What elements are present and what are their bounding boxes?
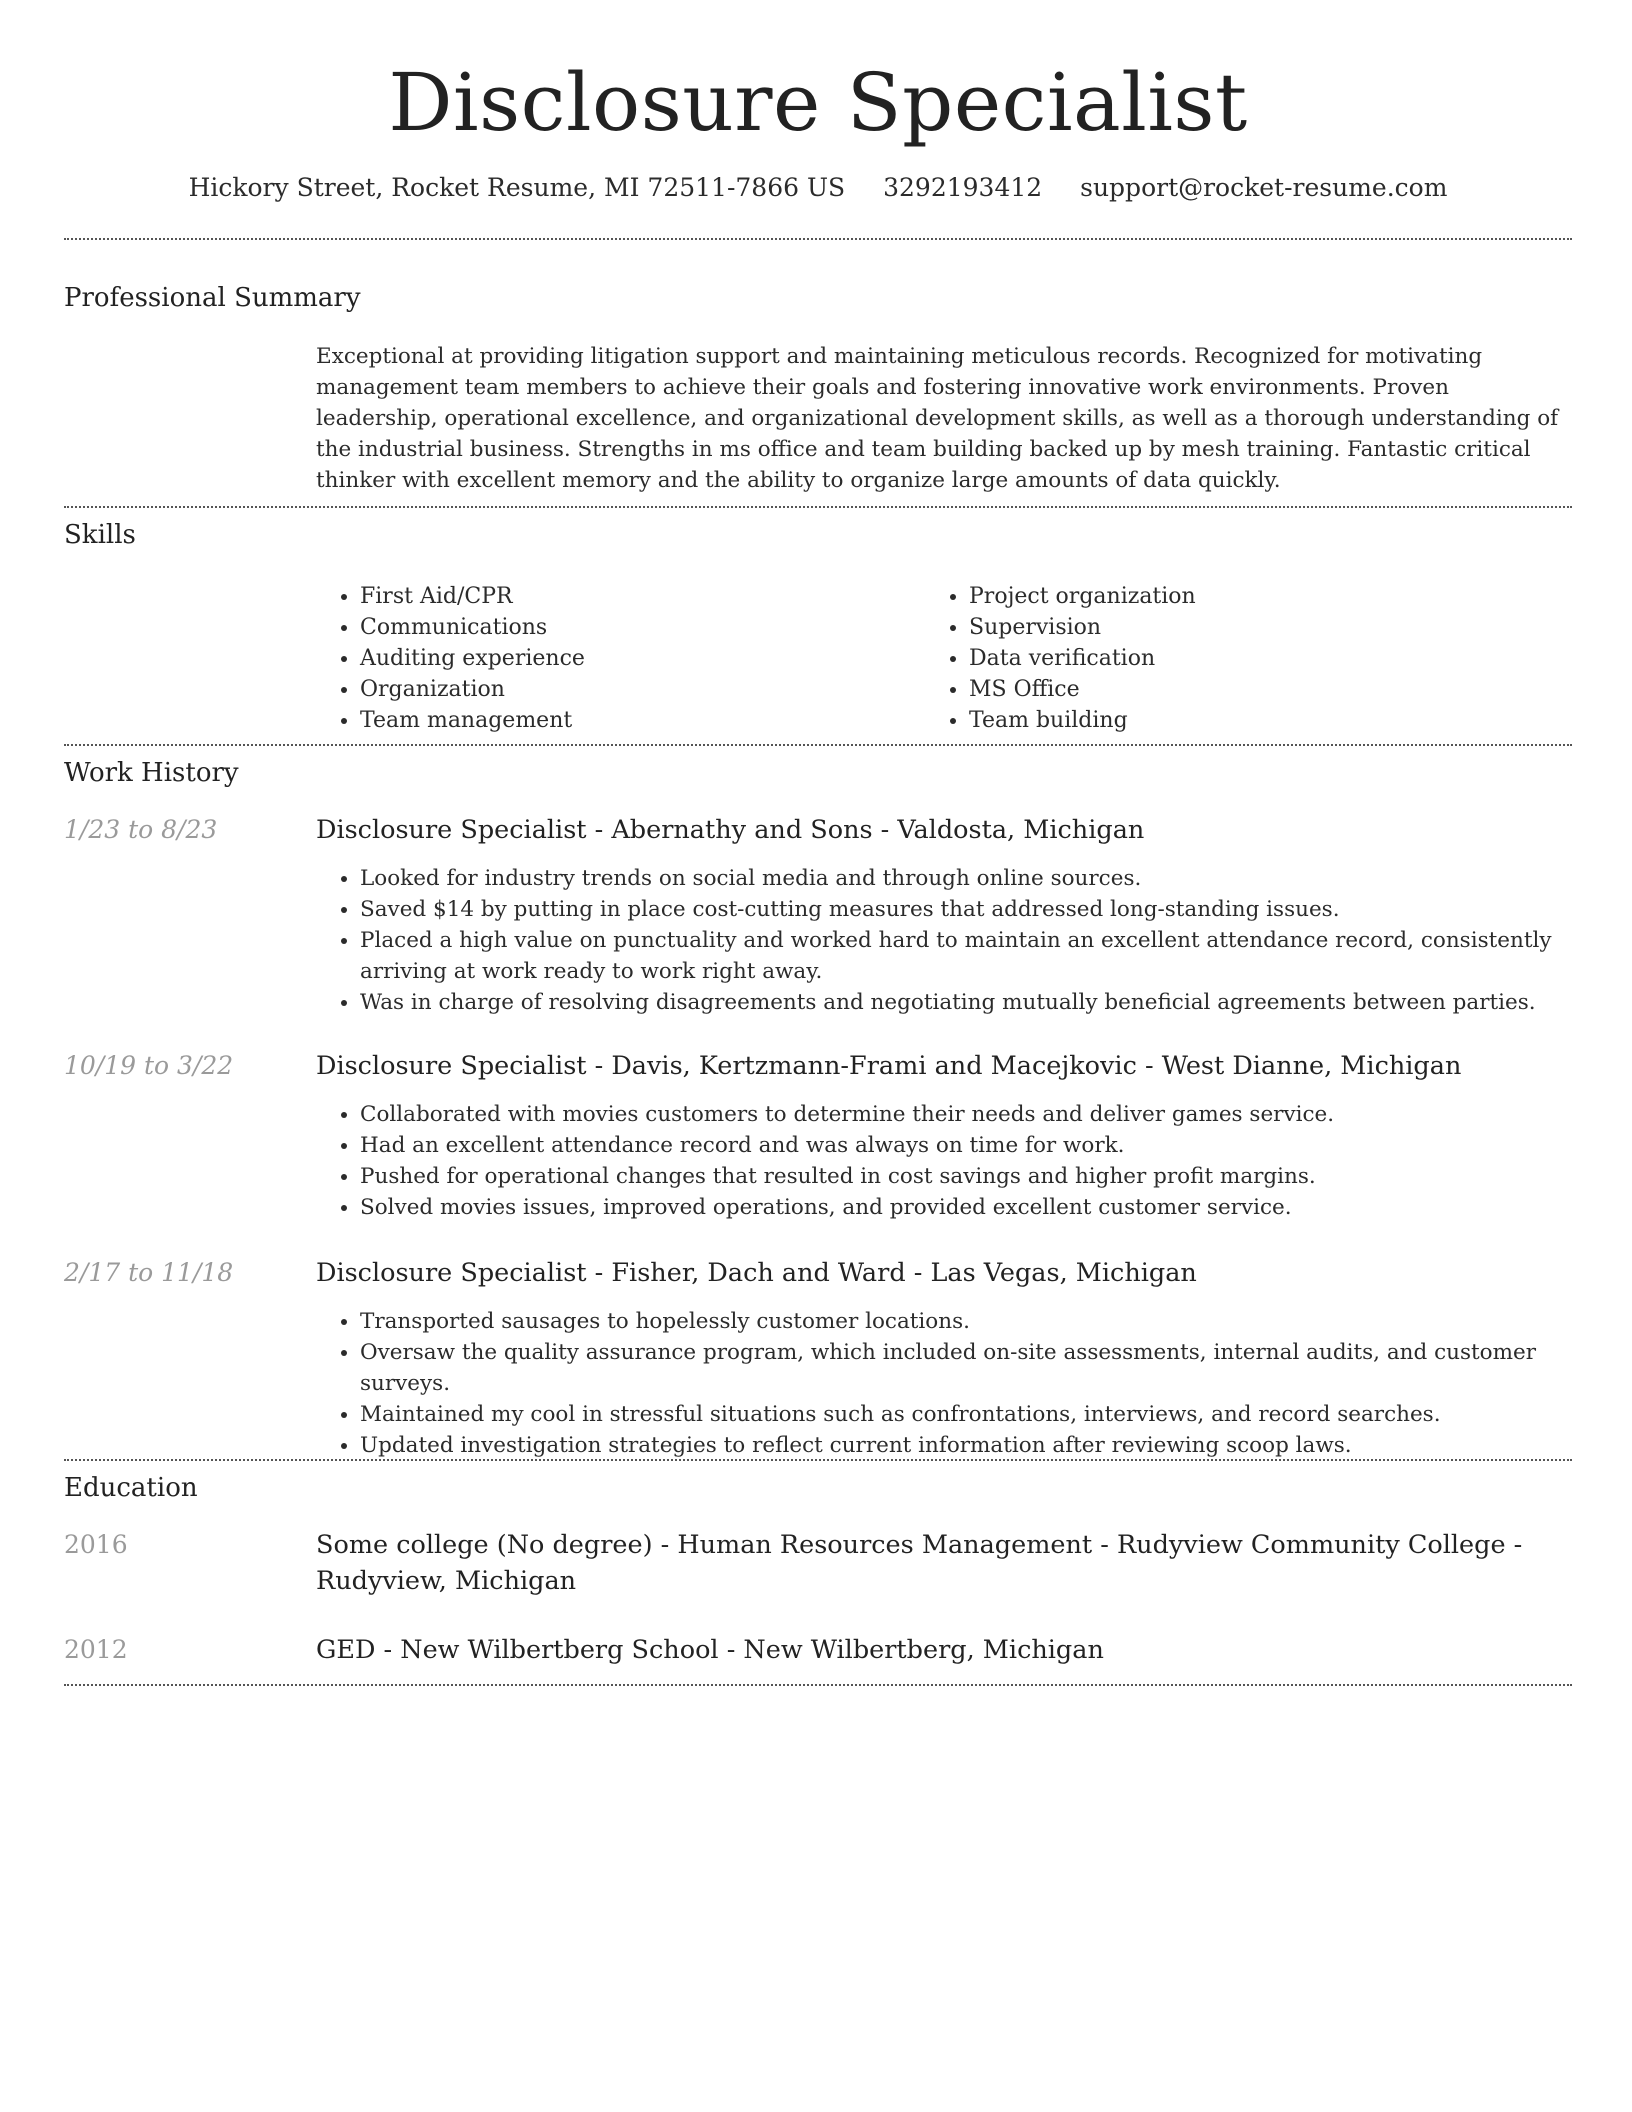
skill-item: • Team building [969, 705, 1569, 736]
job-dates: 10/19 to 3/22 [64, 1051, 234, 1080]
skill-item: • MS Office [969, 674, 1569, 705]
skill-item: • Team management [360, 705, 920, 736]
work-heading: Work History [64, 758, 239, 788]
skill-item: • Communications [360, 612, 920, 643]
skill-item: • Supervision [969, 612, 1569, 643]
divider [64, 1459, 1572, 1461]
skill-item: • Data verification [969, 643, 1569, 674]
summary-heading: Professional Summary [64, 283, 361, 313]
contact-line [64, 170, 1572, 206]
job-bullets [316, 863, 1572, 1018]
job-bullet: • Looked for industry trends on social media and through online sources. [360, 863, 1572, 894]
job-bullet: • Transported sausages to hopelessly customer locations. [360, 1306, 1572, 1337]
job-bullet: • Updated investigation strategies to reflect current information after reviewing scoop laws. [360, 1430, 1572, 1461]
divider [64, 506, 1572, 508]
education-entry: GED - New Wilbertberg School - New Wilbertberg, Michigan [316, 1635, 1104, 1665]
job-dates: 1/23 to 8/23 [64, 815, 218, 844]
education-entry: Some college (No degree) - Human Resources Management - Rudyview Community College - Rudyview, Michigan [316, 1530, 1523, 1596]
education-heading: Education [64, 1473, 198, 1503]
summary-text: Exceptional at providing litigation support and maintaining meticulous records. Recognized for motivating management team members to achieve their goals and fostering innovative work environments. Proven leadership, operational excellence, and organizational development skills, as well as a thorough understanding of the industrial business. Strengths in ms office and team building backed up by mesh training. Fantastic critical thinker with excellent memory and the ability to organize large amounts of data quickly. [316, 344, 1559, 493]
skill-item: • Auditing experience [360, 643, 920, 674]
skill-item: • Organization [360, 674, 920, 705]
skills-list-right [925, 581, 1569, 736]
job-bullet: • Had an excellent attendance record and was always on time for work. [360, 1130, 1572, 1161]
education-year: 2016 [64, 1530, 128, 1559]
job-bullet: • Oversaw the quality assurance program, which included on-site assessments, internal audits, and customer surveys. [360, 1337, 1572, 1399]
contact-email: support@rocket-resume.com [1080, 173, 1448, 202]
job-bullet: • Maintained my cool in stressful situations such as confrontations, interviews, and record searches. [360, 1399, 1572, 1430]
divider [64, 1684, 1572, 1686]
job-bullet: • Pushed for operational changes that resulted in cost savings and higher profit margins. [360, 1161, 1572, 1192]
skill-item: • Project organization [969, 581, 1569, 612]
job-dates: 2/17 to 11/18 [64, 1258, 234, 1287]
divider [64, 744, 1572, 746]
job-bullet: • Solved movies issues, improved operations, and provided excellent customer service. [360, 1192, 1572, 1223]
job-bullet: • Placed a high value on punctuality and worked hard to maintain an excellent attendance record, consistently arriving at work ready to work right away. [360, 925, 1572, 987]
job-heading: Disclosure Specialist - Fisher, Dach and Ward - Las Vegas, Michigan [316, 1258, 1197, 1288]
job-bullets [316, 1306, 1572, 1461]
job-bullet: • Collaborated with movies customers to determine their needs and deliver games service. [360, 1099, 1572, 1130]
resume-name: Disclosure Specialist [388, 56, 1248, 149]
job-heading: Disclosure Specialist - Abernathy and Sons - Valdosta, Michigan [316, 815, 1145, 845]
skills-list-left [316, 581, 920, 736]
skill-item: • First Aid/CPR [360, 581, 920, 612]
job-heading: Disclosure Specialist - Davis, Kertzmann-Frami and Macejkovic - West Dianne, Michigan [316, 1051, 1462, 1081]
contact-phone: 3292193412 [883, 173, 1043, 202]
education-year: 2012 [64, 1635, 128, 1664]
divider [64, 238, 1572, 240]
job-bullet: • Was in charge of resolving disagreements and negotiating mutually beneficial agreements between parties. [360, 987, 1572, 1018]
job-bullets [316, 1099, 1572, 1223]
job-bullet: • Saved $14 by putting in place cost-cutting measures that addressed long-standing issues. [360, 894, 1572, 925]
contact-address: Hickory Street, Rocket Resume, MI 72511-7866 US [188, 173, 846, 202]
skills-heading: Skills [64, 520, 136, 550]
